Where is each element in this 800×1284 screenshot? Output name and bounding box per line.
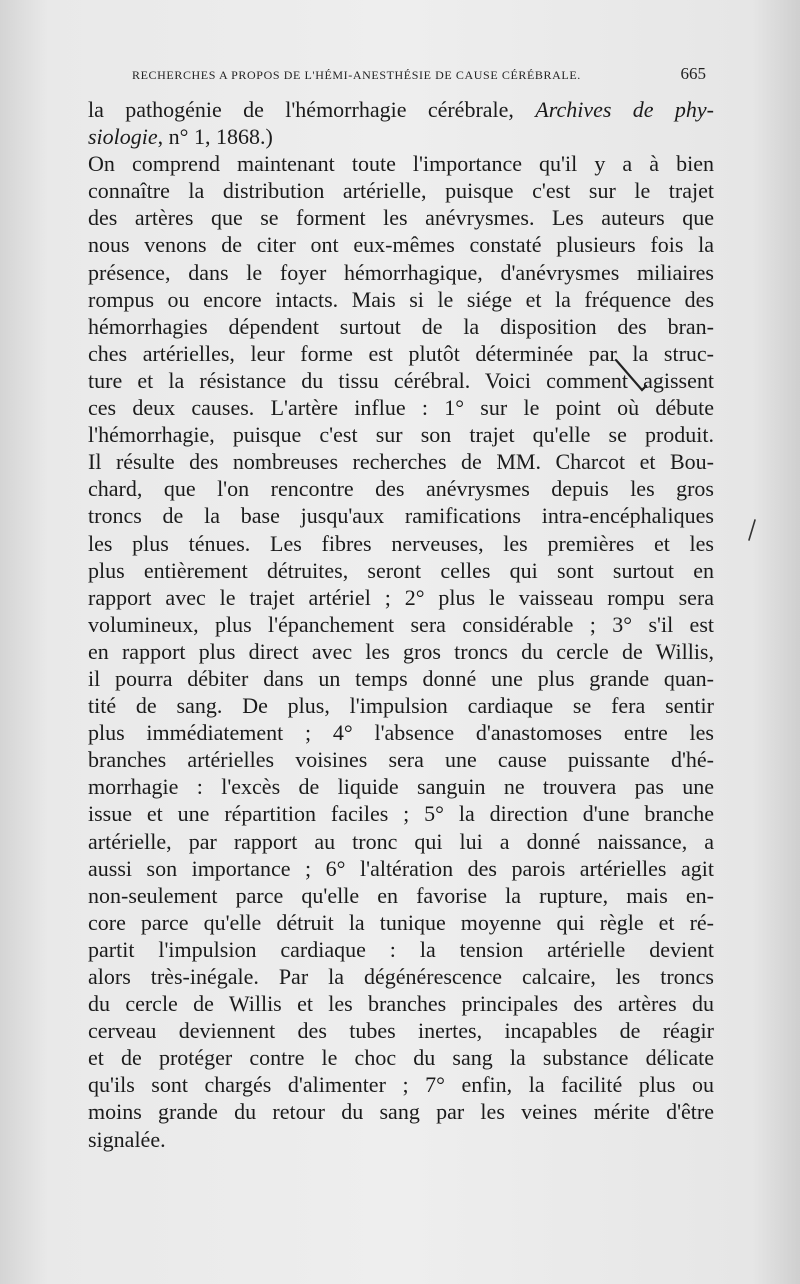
- text-line: du cercle de Willis et les branches principales des artères du: [88, 991, 714, 1017]
- text-line: en rapport plus direct avec les gros troncs du cercle de Willis,: [88, 638, 714, 664]
- text-line: présence, dans le foyer hémorrhagique, d'anévrysmes miliaires: [88, 259, 714, 285]
- text-line: branches artérielles voisines sera une cause puissante d'hé-: [88, 747, 714, 773]
- text-line: plus immédiatement ; 4° l'absence d'anastomoses entre les: [88, 720, 714, 746]
- text-line: connaître la distribution artérielle, puisque c'est sur le trajet: [88, 178, 714, 204]
- text-span: la pathogénie de l'hémorrhagie cérébrale,: [88, 97, 536, 122]
- margin-pen-mark: [745, 518, 759, 542]
- text-span: , n° 1, 1868.): [157, 124, 273, 150]
- text-line: signalée.: [88, 1126, 166, 1152]
- text-line: [88, 96, 714, 123]
- text-line: des artères que se forment les anévrysmes. Les auteurs que: [88, 205, 714, 231]
- text-line: issue et une répartition faciles ; 5° la direction d'une branche: [88, 801, 714, 827]
- text-line: moins grande du retour du sang par les veines mérite d'être: [88, 1099, 714, 1125]
- journal-title: Archives de phy-: [535, 97, 714, 122]
- text-line: rompus ou encore intacts. Mais si le siége et la fréquence des: [88, 286, 714, 312]
- text-line: nous venons de citer ont eux-mêmes constaté plusieurs fois la: [88, 232, 714, 258]
- text-line: ces deux causes. L'artère influe : 1° sur le point où débute: [88, 395, 714, 421]
- text-line: qu'ils sont chargés d'alimenter ; 7° enfin, la facilité plus ou: [88, 1072, 714, 1098]
- text-line: morrhagie : l'excès de liquide sanguin ne trouvera pas une: [88, 774, 714, 800]
- text-line: troncs de la base jusqu'aux ramifications intra-encéphaliques: [88, 503, 714, 529]
- text-line: les plus ténues. Les fibres nerveuses, les premières et les: [88, 530, 714, 556]
- text-line: cerveau deviennent des tubes inertes, incapables de réagir: [88, 1018, 714, 1044]
- text-line: Il résulte des nombreuses recherches de MM. Charcot et Bou-: [88, 449, 714, 475]
- text-line: artérielle, par rapport au tronc qui lui a donné naissance, a: [88, 828, 714, 854]
- text-line: [88, 123, 714, 150]
- text-line: core parce qu'elle détruit la tunique moyenne qui règle et ré-: [88, 909, 714, 935]
- body-text: [88, 96, 714, 1153]
- text-line: plus entièrement détruites, seront celles qui sont surtout en: [88, 557, 714, 583]
- text-line: il pourra débiter dans un temps donné une plus grande quan-: [88, 665, 714, 691]
- text-line: [88, 150, 714, 177]
- text-line: et de protéger contre le choc du sang la substance délicate: [88, 1045, 714, 1071]
- text-line: rapport avec le trajet artériel ; 2° plus le vaisseau rompu sera: [88, 584, 714, 610]
- text-line: non-seulement parce qu'elle en favorise la rupture, mais en-: [88, 882, 714, 908]
- running-title: RECHERCHES A PROPOS DE L'HÉMI-ANESTHÉSIE DE CAUSE CÉRÉBRALE.: [132, 68, 581, 82]
- text-line: aussi son importance ; 6° l'altération des parois artérielles agit: [88, 855, 714, 881]
- journal-title: siologie: [88, 124, 158, 150]
- text-line: volumineux, plus l'épanchement sera considérable ; 3° s'il est: [88, 611, 714, 637]
- text-line: partit l'impulsion cardiaque : la tension artérielle devient: [88, 936, 714, 962]
- text-line: l'hémorrhagie, puisque c'est sur son trajet qu'elle se produit.: [88, 422, 714, 448]
- text-line: chard, que l'on rencontre des anévrysmes depuis les gros: [88, 476, 714, 502]
- page-number: 665: [680, 64, 706, 83]
- text-line: hémorrhagies dépendent surtout de la disposition des bran-: [88, 313, 714, 339]
- text-line: alors très-inégale. Par la dégénérescence calcaire, les troncs: [88, 964, 714, 989]
- pen-stroke-mark: [612, 356, 652, 396]
- text-line: ches artérielles, leur forme est plutôt déterminée par la struc-: [88, 340, 714, 366]
- text-span: On comprend maintenant toute l'importance qu'il y a à bien: [88, 151, 714, 177]
- running-head: [132, 64, 712, 86]
- text-line: tité de sang. De plus, l'impulsion cardiaque se fera sentir: [88, 693, 714, 719]
- text-line: ture et la résistance du tissu cérébral. Voici comment agissent: [88, 367, 714, 393]
